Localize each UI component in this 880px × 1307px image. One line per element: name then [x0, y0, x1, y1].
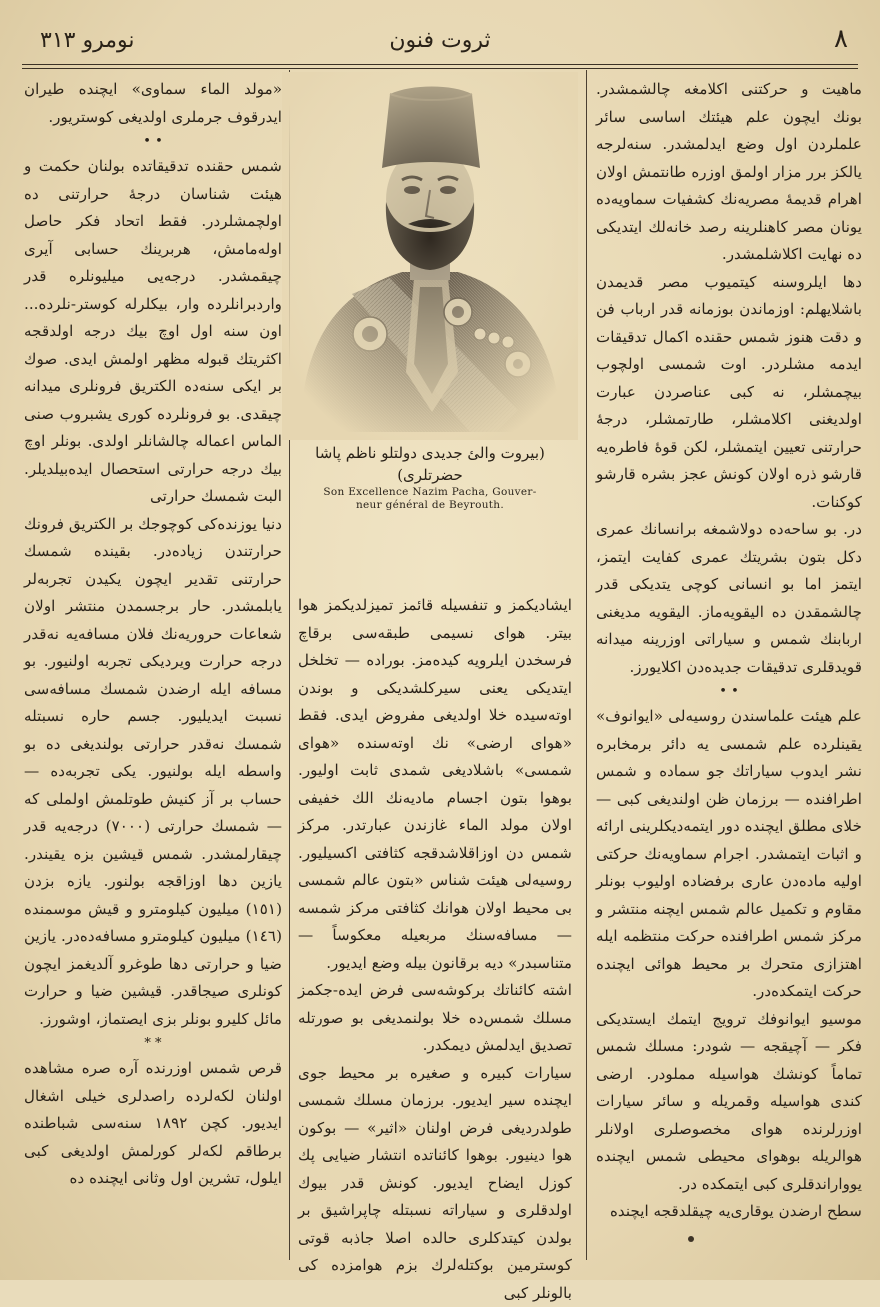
right-paragraph-4: علم هيئت علماسندن روسيه‌لى «ايوانوف» يقينلرده علم شمسى يه دائر برمخابره نشر ايدوب سياراتك جو سماده و شمس اطرافنده — برزمان ظن اولنديغى كبى — خلاى مطلق ايچنده دور ايتمه‌ديكلرينى ارائه و اثبات ايتمشدر. اجرام سماويه‌نك حركتى اوليه ماده‌دن عارى برفضاده اوليوب بونلر مقاوم و تكميل عالم شمس ايچنه منتشر و مركز شمس اطرافنده حركت منتظمه ايله اهتزازى متحرك بر محيط هوائى ايچنده حركت ايتمكده‌در.: [596, 703, 862, 1006]
header-rule-bottom: [22, 68, 858, 69]
right-paragraph-5: موسيو ايوانوفك ترويج ايتمك ايستديكى فكر — آچيقجه — شودر: مسلك شمس تماماً كونشك هواسيله مملودر. ارضى كندى هواسيله وقمريله و سائر سيارات اوزرلرنده هواى مخصوصلرى اولانلر هوالريله بوهواى محيطى شمس ايچنده يوواراندقلرى كبى ايتمكده در.: [596, 1006, 862, 1199]
issue-number: نومرو ٣١٣: [40, 28, 134, 53]
left-paragraph-2: شمس حقنده تدقيقاتده بولنان حكمت و هيئت شناسان درجهٔ حرارتنى ده اولچمشلردر. فقط اتحاد فكر حاصل اوله‌مامش، هربرينك حسابى آيرى چيقمشدر. درجه‌يى ميليونلره قدر واردبرانلرده وار، بيكلرله كوستر-نلرده... اون سنه اول اوچ بيك درجه اولدقجه اكثريتك قبوله مظهر اولمش ايدى. صوك بر ايكى سنه‌ده الكتريق فرونلرى ميدانه چيقدى. بو فرونلرده كورى يشبروب صنى الماس اعماله چالشانلر اولدى. بونلر اوچ بيك درجه حرارتى استحصال ايده‌بيلديلر. البت شمسك حرارتى: [24, 153, 282, 511]
portrait-figure: [282, 72, 578, 440]
middle-paragraph-3: سيارات كبيره و صغيره بر محيط جوى ايچنده سير ايديور. برزمان مسلك شمسى طولدرديغى فرض اولنان «اثير» — بوكون هوا دينيور. بوهوا كائناتده انتشار ضيايى پك كوزل ايضاح ايديور. كونش قدر بيوك اولدقلرى و سياراته نسبتله چاپراشيق بر بولدن كيتدكلرى حالده اصلا جاذبه قوتى كوسترمين بوكتله‌لرك بزم هوامزده كى بالونلر كبى: [298, 1060, 572, 1307]
column-divider-right: [586, 70, 587, 1260]
dinkus-two-dots-icon: • •: [24, 131, 282, 153]
left-paragraph-3: دنيا يوزنده‌كى كوچوجك بر الكتريق فرونك حرارتندن زياده‌در. بقينده شمسك حرارتنى تقدير ايچون يكيدن تجربه‌لر يابلمشدر. حار برجسمدن منتشر اولان شعاعات حروريه‌نك فلان مسافه‌يه نه‌قدر درجه حرارت ويرديكى تجربه اولنيور. بو مسافه ايله ارضدن شمسك مسافه‌سى نسبت ايديليور. جسم حاره نسبتله شمسك نه‌قدر حرارتى بولنديغى ده بو واسطه ايله بولنيور. يكى تجربه‌ده — حساب بر آز كنيش طوتلمش اولملى كه — شمسك حرارتى (٧٠٠٠) درجه‌يه قدر چيقارلمشدر. شمس قيشين بزه يقيندر. يازين دها اوزاقجه بولنور. يازه بزدن (١٥١) ميليون كيلومترو و قيش موسمنده (١٤٦) ميليون كيلومترو مسافه‌ده‌در. يازين ضيا و حرارتى دها طوغرو آلديغمز ايچون كونلرى صيجاقدر. قيشين ضيا و حرارت مائل كليرو بونلر بزى ايصتماز، اوشورز.: [24, 511, 282, 1034]
dinkus-two-dots-icon: • •: [596, 681, 862, 703]
right-paragraph-1: ماهيت و حركتنى اكلامغه چالشمشدر. بونك ايچون علم هيئتك اساسى سائر علملردن اول وضع ايدلمشدر. سنه‌لرجه يالكز برر مزار اولمق اوزره طانتمش اولان اهرام قديمهٔ مصريه‌نك كشفيات سماويه‌ده يونان مصر كاهنلرينه رصد خانه‌لك ايتديكى ده نهايت اكلاشلمشدر.: [596, 76, 862, 269]
page-header: [22, 28, 858, 64]
asterism-icon: * *: [24, 1033, 282, 1055]
column-middle: [298, 592, 572, 1250]
right-paragraph-6: سطح ارضدن يوقارى‌يه چيقلدقجه ايچنده: [596, 1198, 862, 1226]
right-paragraph-3: در. بو ساحه‌ده دولاشمغه برانسانك عمرى دكل بتون بشريتك عمرى كفايت ايتمز، ايتمز اما بو انسانى كوچى يتديكى قدر چالشمقدن ده اليقويه‌ماز. اليقويه مديغنى اربابنك شمس و سياراتى اوزرينه ميدانه قويدقلرى تدقيقات جديده‌دن اكلايورز.: [596, 516, 862, 681]
column-left: [24, 76, 282, 1251]
portrait-caption: [292, 442, 568, 512]
caption-french-line2: neur général de Beyrouth.: [292, 499, 568, 512]
portrait-engraving: [282, 72, 578, 440]
header-rule-top: [22, 64, 858, 65]
caption-turkish: (بيروت والئ جديدى دولتلو ناظم پاشا حضرتلرى): [292, 442, 568, 486]
column-right: [596, 76, 862, 1251]
left-paragraph-4: قرص شمس اوزرنده آره صره مشاهده اولنان لكه‌لرده راصدلرى خيلى اشغال ايديور. كچن ١٨٩٢ سنه‌سى شباطنده برطاقم لكه‌لر كورلمش اولديغى كبى ايلول، تشرين اول وثانى ايچنده ده: [24, 1055, 282, 1193]
caption-french-line1: Son Excellence Nazim Pacha, Gouver-: [292, 486, 568, 499]
ink-spot: [688, 1236, 694, 1242]
right-paragraph-2: دها ايلروسنه كيتميوب مصر قديمدن باشلايهلم: اوزماندن بوزمانه قدر ارباب فن و دقت هنوز شمس حقنده اكمال تدقيقات ايدمه مشلردر. اوت شمسى اولچوب بيچمشلر، نه كبى عناصردن عبارت اولديغنى اكلامشلر، طارتمشلر، درجهٔ حرارتنى تعيين ايتمشلر، لكن قوهٔ فاطره‌يه قارشو ذره اولان كونش عجز بشره قارشو كوكنات.: [596, 269, 862, 517]
page-number: ٨: [834, 24, 848, 54]
middle-paragraph-1: ايشاديكمز و تنفسيله قائمز تميزلديكمز هوا بيتر. هواى نسيمى طبقه‌سى برقاچ فرسخدن ايلرويه كيده‌مز. بوراده — تخلخل ايتديكى يعنى سيركلشديكى و بوندن اوته‌سيده خلا اولديغى مفروض ايدى. فقط «هواى ارضى» نك اوته‌سنده «هواى شمسى» باشلاديغى شمدى ثابت اوليور. بوهوا بتون اجسام ماديه‌نك الك خفيفى اولان مولد الماء غازندن عبارتدر. مركز شمس دن اوزاقلاشدقجه كثافتى اكسيليور. روسيه‌لى هيئت شناس «بتون عالم شمسى بى محيط اولان هوانك كثافتى مركز شمسه — مسافه‌سنك مربعيله معكوساً — متناسبدر» ديه برقانون بيله وضع ايديور.: [298, 592, 572, 977]
magazine-title: ثروت فنون: [22, 28, 858, 53]
middle-paragraph-2: اشته كائناتك بركوشه‌سى فرض ايده-جكمز مسلك شمس‌ده خلا بولنمديغى بو صورتله تصديق ايدلمش ديمكدر.: [298, 977, 572, 1060]
left-paragraph-1: «مولد الماء سماوى» ايچنده طيران ايدرقوف جرملرى اولديغى كوستريور.: [24, 76, 282, 131]
